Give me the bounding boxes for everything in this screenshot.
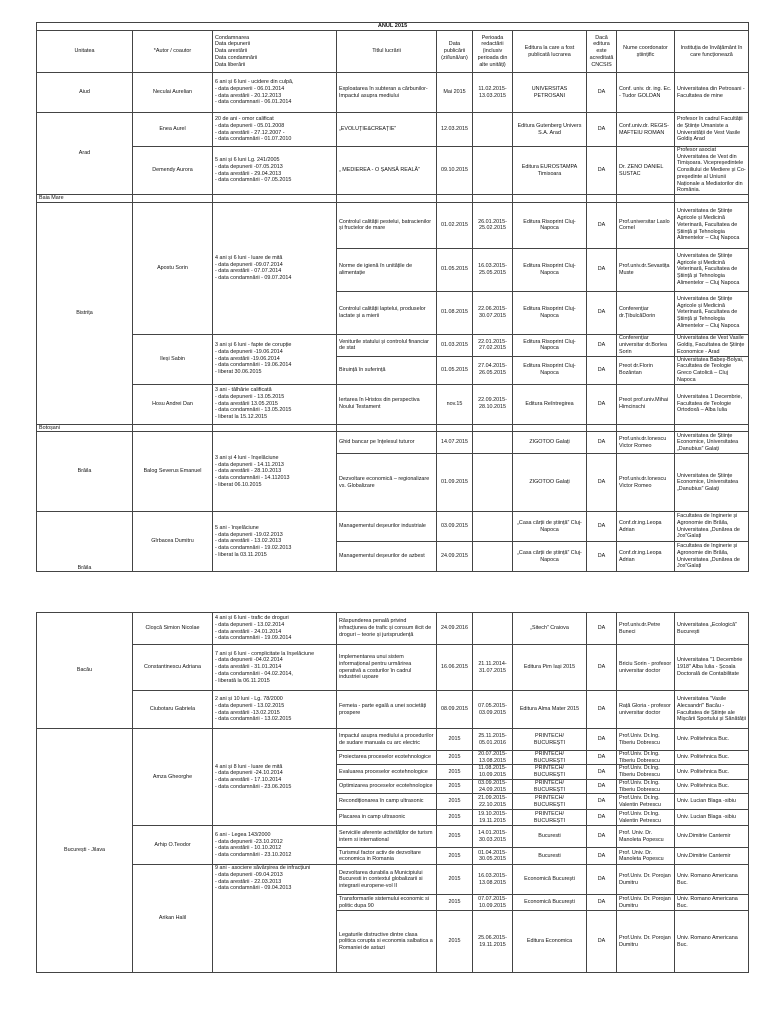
publisher-cell: Editura Pim Iași 2015 (513, 645, 587, 691)
unit-cell: Aiud (37, 73, 133, 113)
accredited-cell: DA (587, 334, 617, 356)
period-cell: 27.04.2015- 26.05.2015 (473, 356, 513, 384)
coordinator-cell: Prof.universitar Laslo Cornel (617, 202, 675, 248)
institution-cell: Univ.Dimitrie Cantemir (675, 826, 749, 848)
header-condamnarea: Condamnarea Data depunerii Data arestării Data condamnării Data liberării (213, 31, 337, 73)
author-cell: Demendy Aurora (133, 147, 213, 195)
accredited-cell: DA (587, 248, 617, 291)
header-data-publicarii: Data publicării (zi/lună/an) (437, 31, 473, 73)
accredited-cell: DA (587, 147, 617, 195)
coordinator-cell: Briciu Sorin - profesor universitar doctor (617, 645, 675, 691)
institution-cell: Universitatea de Științe Agricole și Medicină Veterinară, Facultatea de Știință și Tehnologia Alimentelor – Cluj Napoca (675, 202, 749, 248)
accredited-cell: DA (587, 751, 617, 765)
institution-cell: Facultatea de Inginerie și Agronomie din Brăila, Universitatea „Dunărea de Jos”Galați (675, 542, 749, 572)
period-cell: 22.09.2015- 28.10.2015 (473, 384, 513, 424)
accredited-cell: DA (587, 691, 617, 729)
date-cell: 16.06.2015 (437, 645, 473, 691)
date-cell: 2015 (437, 794, 473, 810)
date-cell: 2015 (437, 810, 473, 826)
coordinator-cell: Prof.univ.dr.Ionescu Victor Romeo (617, 454, 675, 512)
institution-cell: Universitatea "1 Decembrie 1918" Alba Iulia - Școala Doctorală de Contabilitate (675, 645, 749, 691)
period-cell: 21.09.2015- 22.10.2015 (473, 794, 513, 810)
date-cell: 08.09.2015 (437, 691, 473, 729)
accredited-cell: DA (587, 512, 617, 542)
publisher-cell: PRINTECH/ BUCUREȘTI (513, 779, 587, 793)
coordinator-cell: Prof.Univ. Dr. Porojan Dumitru (617, 895, 675, 911)
conviction-cell: 5 ani și 6 luni Lg. 241/2005 - data depunerii -07.05.2013 - data arestării - 29.04.2013 - data condamnării - 07.05.2015 (213, 147, 337, 195)
title-cell: Managementul deșeurilor industriale (337, 512, 437, 542)
institution-cell: Universitatea "Vasile Alecsandri" Bacău - Facultatea de Științe ale Mișcării Sportului și Sănătății (675, 691, 749, 729)
author-cell: Amza Gheorghe (133, 729, 213, 826)
publisher-cell: Bucuresti (513, 826, 587, 848)
table-row (37, 202, 749, 248)
institution-cell: Univ. Romano Americana Buc. (675, 911, 749, 973)
accredited-cell: DA (587, 356, 617, 384)
unit-cell: Arad (37, 113, 133, 195)
accredited-cell: DA (587, 454, 617, 512)
table-row (37, 432, 749, 454)
date-cell: 01.02.2015 (437, 202, 473, 248)
author-cell: Ileși Sabin (133, 334, 213, 384)
conviction-cell: 3 ani și 4 luni - înșelăciune - data depunerii - 14.11.2013 - data arestării - 28.10.2013 - data condamnării - 14.112013 - liberat 06.10.2015 (213, 432, 337, 512)
accredited-cell: DA (587, 848, 617, 865)
date-cell: 2015 (437, 751, 473, 765)
institution-cell: Universitatea „Ecologică” București (675, 613, 749, 645)
conviction-cell: 20 de ani - omor calificat - data depunerii - 05.01.2008 - data arestării - 27.12.2007 - - data condamnării - 01.07.2010 (213, 113, 337, 147)
institution-cell: Universitatea de Științe Economice, Universitatea „Danubius” Galați (675, 454, 749, 512)
accredited-cell: DA (587, 645, 617, 691)
title-cell: „ MEDIEREA - O ȘANSĂ REALĂ” (337, 147, 437, 195)
publisher-cell: PRINTECH/ BUCUREȘTI (513, 751, 587, 765)
unit-cell: Brăila (37, 432, 133, 512)
title-cell: Optimizarea proceselor ecotehnologice (337, 779, 437, 793)
conviction-cell: 6 ani și 6 luni - ucidere din culpă, - data depunerii - 06.01.2014 - data arestării - 20.12.2013 - data condamnarii - 06.01.2014 (213, 73, 337, 113)
author-cell: Cloșcă Simion Nicolae (133, 613, 213, 645)
table-row (37, 195, 749, 203)
table-row (37, 113, 749, 147)
title-cell: Dezvoltarea durabila a Municipiului Bucuresti in contextul globalizarii si integrarii europene-vol II (337, 865, 437, 895)
period-cell (473, 113, 513, 147)
author-cell: Arikan Halil (133, 865, 213, 973)
accredited-cell: DA (587, 729, 617, 751)
unit-cell: Bacău (37, 613, 133, 729)
date-cell: 24.09.2016 (437, 613, 473, 645)
coordinator-cell: Conf. univ. dr. ing. Ec. - Tudor GOLDAN (617, 73, 675, 113)
title-cell: Evaluarea proceselor ecotehnologice (337, 765, 437, 779)
author-cell: Apostu Sorin (133, 202, 213, 334)
institution-cell: Univ. Romano Americana Buc. (675, 865, 749, 895)
institution-cell: Universitatea 1 Decembrie, Facultatea de Teologie Ortodoxă – Alba Iulia (675, 384, 749, 424)
table-row (37, 334, 749, 356)
period-cell: 14.01.2015- 30.03.2015 (473, 826, 513, 848)
title-cell: Turismul factor activ de dezvoltare economica in Romania (337, 848, 437, 865)
coordinator-cell: Prof.univ.dr.Ionescu Victor Romeo (617, 432, 675, 454)
coordinator-cell: Prof. Univ. Dr. Manoleta Popescu (617, 826, 675, 848)
publisher-cell: UNIVERSITAS PETROSANI (513, 73, 587, 113)
table-row (37, 691, 749, 729)
accredited-cell: DA (587, 794, 617, 810)
author-cell: Constantinescu Adriana (133, 645, 213, 691)
title-cell: Iertarea în Hristos din perspectiva Noului Testament (337, 384, 437, 424)
institution-cell: Universitatea de Științe Economice, Universitatea „Danubius” Galați (675, 432, 749, 454)
coordinator-cell: Prof.Univ. Dr.Ing. Tiberiu Dobrescu (617, 751, 675, 765)
date-cell: 01.09.2015 (437, 454, 473, 512)
title-cell: Impactul asupra mediului a procedurilor de sudare manuala cu arc electric (337, 729, 437, 751)
publisher-cell: PRINTECH/ BUCUREȘTI (513, 729, 587, 751)
coordinator-cell: Prof.univ.dr.Sevastița Muste (617, 248, 675, 291)
document-page-2 (36, 612, 748, 1024)
date-cell: 01.05.2015 (437, 356, 473, 384)
publisher-cell: ZIGOTOO Galați (513, 432, 587, 454)
table-row (37, 729, 749, 751)
table-row (37, 865, 749, 895)
coordinator-cell: Preot dr.Florin Bozântan (617, 356, 675, 384)
author-cell: Enea Aurel (133, 113, 213, 147)
coordinator-cell: Prof.Univ. Dr.Ing. Valentin Petrescu (617, 810, 675, 826)
period-cell: 21.11.2014- 31.07.2015 (473, 645, 513, 691)
publisher-cell: Bucuresti (513, 848, 587, 865)
title-cell: Recondiționarea în camp ultrasonic (337, 794, 437, 810)
period-cell: 16.03.2015- 25.05.2015 (473, 248, 513, 291)
publisher-cell: PRINTECH/ BUCUREȘTI (513, 810, 587, 826)
institution-cell: Univ. Romano Americana Buc. (675, 895, 749, 911)
publisher-cell: Editura Risoprint Cluj-Napoca (513, 334, 587, 356)
coordinator-cell: Conferențiar dr.ȚibulcăDorin (617, 291, 675, 334)
header-titlu: Titlul lucrării (337, 31, 437, 73)
publisher-cell: Editura Gutenberg Univers S.A. Arad (513, 113, 587, 147)
author-cell: Balog Severus Emanuel (133, 432, 213, 512)
period-cell (473, 147, 513, 195)
coordinator-cell: Prof.Univ. Dr.Ing. Tiberiu Dobrescu (617, 779, 675, 793)
conviction-cell: 2 ani și 10 luni - Lg. 78/2000 - data depunerii - 13.02.2015 - data arestării -13.02.2015 - data condamnării - 13.02.2015 (213, 691, 337, 729)
year-title: ANUL 2015 (37, 23, 749, 31)
header-perioada: Perioada redactării (inclusiv perioada din alte unități) (473, 31, 513, 73)
author-cell: Neculai Aurelian (133, 73, 213, 113)
institution-cell: Universitatea de Științe Agricole și Medicină Veterinară, Facultatea de Știință și Tehnologia Alimentelor – Cluj Napoca (675, 248, 749, 291)
publisher-cell: Editura Risoprint Cluj-Napoca (513, 356, 587, 384)
accredited-cell: DA (587, 779, 617, 793)
header-coordonator: Nume coordonator științific (617, 31, 675, 73)
header-unitatea: Unitatea (37, 31, 133, 73)
period-cell: 01.04.2015- 30.05.2015 (473, 848, 513, 865)
period-cell (473, 542, 513, 572)
year-banner-row (37, 23, 749, 31)
institution-cell: Facultatea de Inginerie și Agronomie din Brăila, Universitatea „Dunărea de Jos”Galați (675, 512, 749, 542)
accredited-cell: DA (587, 613, 617, 645)
publisher-cell: Editura Alma Mater 2015 (513, 691, 587, 729)
conviction-cell: 3 ani - tâlhărie calificată - data depunerii - 13.05.2015 - data arestării 13.05.2015 - data condamnării - 13.05.2015 - liberat la 15.12.2015 (213, 384, 337, 424)
title-cell: Controlul calității pestelui, batracienilor și fructelor de mare (337, 202, 437, 248)
date-cell: 14.07.2015 (437, 432, 473, 454)
title-cell: Proiectarea proceselor ecotehnologice (337, 751, 437, 765)
table-row (37, 424, 749, 432)
institution-cell: Univ. Lucian Blaga -sibiu (675, 810, 749, 826)
unit-cell: Bistrița (37, 202, 133, 424)
publisher-cell: Editura Economica (513, 911, 587, 973)
table-row (37, 147, 749, 195)
publications-table-2015-continued (36, 612, 749, 973)
unit-cell: Brăila (37, 512, 133, 572)
institution-cell: Univ. Politehnica Buc. (675, 729, 749, 751)
conviction-cell: 7 ani și 6 luni - complicitate la înșelăciune - data depunerii -04.02.2014 - data arestării - 31.01.2014 - data condamnării - 04.02.2014, - liberată la 06.11.2015 (213, 645, 337, 691)
date-cell: 2015 (437, 779, 473, 793)
accredited-cell: DA (587, 291, 617, 334)
period-cell (473, 454, 513, 512)
date-cell: 01.05.2015 (437, 248, 473, 291)
author-cell: Ciubotaru Gabriela (133, 691, 213, 729)
period-cell: 20.07.2015- 13.08.2015 (473, 751, 513, 765)
publisher-cell: „Casa cărții de știință” Cluj-Napoca (513, 542, 587, 572)
institution-cell: Profesor în cadrul Facultății de Științe Umaniste a Universității de Vest Vasile Goldiș Arad (675, 113, 749, 147)
institution-cell: Universitatea Babeș-Bolyai, Facultatea de Teologie Greco Catolică – Cluj Napoca (675, 356, 749, 384)
coordinator-cell: Conf.dr.ing.Leopa Adrian (617, 512, 675, 542)
date-cell: 09.10.2015 (437, 147, 473, 195)
accredited-cell: DA (587, 765, 617, 779)
title-cell: Norme de igienă în unitățile de alimentație (337, 248, 437, 291)
date-cell: 2015 (437, 765, 473, 779)
unit-cell: București - Jilava (37, 729, 133, 973)
table-header-row (37, 31, 749, 73)
period-cell: 07.05.2015- 03.09.2015 (473, 691, 513, 729)
institution-cell: Univ. Politehnica Buc. (675, 765, 749, 779)
conviction-cell: 4 ani și 6 luni - luare de mită - data depunerii -09.07.2014 - data arestării - 07.07.2014 - data condamnării - 09.07.2014 (213, 202, 337, 334)
document-page-1 (36, 22, 748, 571)
accredited-cell: DA (587, 113, 617, 147)
period-cell: 11.08.2015- 10.09.2015 (473, 765, 513, 779)
period-cell: 22.01.2015- 27.02.2015 (473, 334, 513, 356)
publisher-cell: Editura EUROSTAMPA Timisoara (513, 147, 587, 195)
coordinator-cell: Prof.Univ. Dr.Ing. Valentin Petrescu (617, 794, 675, 810)
date-cell: 2015 (437, 911, 473, 973)
author-cell: Gîrbacea Dumitru (133, 512, 213, 572)
date-cell: 2015 (437, 826, 473, 848)
coordinator-cell: Dr. ZENO DANIEL SUSTAC (617, 147, 675, 195)
table-row (37, 384, 749, 424)
accredited-cell: DA (587, 810, 617, 826)
table-row (37, 613, 749, 645)
header-autor: *Autor / coautor (133, 31, 213, 73)
date-cell: 01.03.2015 (437, 334, 473, 356)
conviction-cell: 9 ani - asociere săvârșirea de infracțiuni - data depunerii -09.04.2013 - data arestării - 22.03.2013 - data condamnării - 09.04.2013 (213, 865, 337, 973)
title-cell: Exploatarea în subteran a cărbunilor-Impactul asupra mediului (337, 73, 437, 113)
coordinator-cell: Prof.Univ. Dr.Ing. Tiberiu Dobrescu (617, 765, 675, 779)
title-cell: Răspunderea penală privind infracțiunea de trafic și consum ilicit de droguri – teorie și jurisprudență (337, 613, 437, 645)
accredited-cell: DA (587, 542, 617, 572)
period-cell: 25.06.2015- 19.11.2015 (473, 911, 513, 973)
coordinator-cell: Conferențiar universitar dr.Borlea Sorin (617, 334, 675, 356)
header-institutia: Instituția de învățământ în care funcționează (675, 31, 749, 73)
institution-cell: Universitatea de Vest Vasile Goldiș, Facultatea de Științe Economice - Arad (675, 334, 749, 356)
date-cell: nov.15 (437, 384, 473, 424)
title-cell: Placarea in camp ultrasonic (337, 810, 437, 826)
institution-cell: Univ.Dimitrie Cantemir (675, 848, 749, 865)
title-cell: Managementul deșeurilor de azbest (337, 542, 437, 572)
period-cell: 25.11.2015- 05.01.2016 (473, 729, 513, 751)
institution-cell: Universitatea din Petrosani - Facultatea de mine (675, 73, 749, 113)
period-cell: 22.06.2015- 30.07.2015 (473, 291, 513, 334)
title-cell: „EVOLUȚIE&CREAȚIE” (337, 113, 437, 147)
accredited-cell: DA (587, 432, 617, 454)
period-cell (473, 432, 513, 454)
period-cell (473, 512, 513, 542)
period-cell: 19.10.2015- 19.11.2015 (473, 810, 513, 826)
accredited-cell: DA (587, 384, 617, 424)
publisher-cell: „Casa cărții de știință” Cluj-Napoca (513, 512, 587, 542)
date-cell: 2015 (437, 865, 473, 895)
accredited-cell: DA (587, 895, 617, 911)
institution-cell: Univ. Lucian Blaga -sibiu (675, 794, 749, 810)
period-cell: 11.02.2015- 13.03.2015 (473, 73, 513, 113)
publisher-cell: Economică București (513, 865, 587, 895)
date-cell: 2015 (437, 729, 473, 751)
title-cell: Implementarea unui sistem informațional pentru urmărirea operativă a costurilor în cadrul industriei ușoare (337, 645, 437, 691)
author-cell: Arhip O.Teodor (133, 826, 213, 865)
coordinator-cell: Prof.Univ. Dr. Porojan Dumitru (617, 911, 675, 973)
coordinator-cell: Prof.Univ. Dr.Ing. Tiberiu Dobrescu (617, 729, 675, 751)
title-cell: Transformarile sistemului economic si politic dupa 90 (337, 895, 437, 911)
accredited-cell: DA (587, 865, 617, 895)
period-cell: 07.07.2015- 10.09.2015 (473, 895, 513, 911)
conviction-cell: 5 ani - înșelăciune - data depunerii -19.02.2013 - data arestării - 13.02.2013 - data condamnării - 19.02.2013 - liberat la 03.11.2015 (213, 512, 337, 572)
accredited-cell: DA (587, 826, 617, 848)
title-cell: Veniturile statului și controlul financiar de stat (337, 334, 437, 356)
title-cell: Controlul calității laptelui, produselor lactate și a mierii (337, 291, 437, 334)
publisher-cell: PRINTECH/ BUCUREȘTI (513, 794, 587, 810)
publisher-cell: Editura Risoprint Cluj-Napoca (513, 291, 587, 334)
coordinator-cell: Preot prof.univ.Mihai Himcinschi (617, 384, 675, 424)
title-cell: Serviciile aferente activităților de turism intern si international (337, 826, 437, 848)
period-cell (473, 613, 513, 645)
publisher-cell: „Sitech” Craiova (513, 613, 587, 645)
coordinator-cell: Rață Gloria - profesor universitar doctor (617, 691, 675, 729)
period-cell: 26.01.2015- 25.02.2015 (473, 202, 513, 248)
title-cell: Ghid bancar pe înțelesul tuturor (337, 432, 437, 454)
unit-cell: Baia Mare (37, 195, 133, 203)
conviction-cell: 6 ani - Legea 143/2000 - data depunerii -23.10.2012 - data arestării - 10.10.2012 - data condamnării - 23.10.2012 (213, 826, 337, 865)
unit-cell: Botoșani (37, 424, 133, 432)
header-editura: Editura la care a fost publicată lucrarea (513, 31, 587, 73)
publisher-cell: Editura Reîntregirea (513, 384, 587, 424)
publications-table-2015 (36, 22, 749, 572)
institution-cell: Univ. Politehnica Buc. (675, 751, 749, 765)
coordinator-cell: Prof.Univ. Dr. Porojan Dumitru (617, 865, 675, 895)
institution-cell: Univ. Politehnica Buc. (675, 779, 749, 793)
date-cell: 2015 (437, 895, 473, 911)
accredited-cell: DA (587, 202, 617, 248)
publisher-cell: ZIGOTOO Galați (513, 454, 587, 512)
accredited-cell: DA (587, 911, 617, 973)
date-cell: Mai 2015 (437, 73, 473, 113)
institution-cell: Universitatea de Științe Agricole și Medicină Veterinară, Facultatea de Știință și Tehnologia Alimentelor – Cluj Napoca (675, 291, 749, 334)
coordinator-cell: Conf.dr.ing.Leopa Adrian (617, 542, 675, 572)
publisher-cell: PRINTECH/ BUCUREȘTI (513, 765, 587, 779)
date-cell: 01.08.2015 (437, 291, 473, 334)
coordinator-cell: Prof.univ.dr.Petre Buneci (617, 613, 675, 645)
title-cell: Legaturile distructive dintre clasa politica corupta si economia salbatica a Romaniei de astazi (337, 911, 437, 973)
conviction-cell: 3 ani și 6 luni - fapte de corupție - data depunerii -19.06.2014 - data arestării -19.06.2014 - data condamnării - 19.06.2014 - liberat 30.06.2015 (213, 334, 337, 384)
period-cell: 16.03.2015- 13.08.2015 (473, 865, 513, 895)
table-row (37, 826, 749, 848)
title-cell: Biruință în suferință (337, 356, 437, 384)
accredited-cell: DA (587, 73, 617, 113)
conviction-cell: 4 ani și 8 luni - luare de mită - data depunerii -24.10.2014 - data arestării - 17.10.2014 - data condamnării - 23.06.2015 (213, 729, 337, 826)
table-row (37, 645, 749, 691)
date-cell: 03.09.2015 (437, 512, 473, 542)
publisher-cell: Economică București (513, 895, 587, 911)
coordinator-cell: Conf.univ.dr. REGIS-MAFTEIU ROMAN (617, 113, 675, 147)
date-cell: 12.03.2015 (437, 113, 473, 147)
date-cell: 24.09.2015 (437, 542, 473, 572)
period-cell: 03.09.2015- 24.09.2015 (473, 779, 513, 793)
author-cell: Hosu Andrei Dan (133, 384, 213, 424)
title-cell: Femeia - parte egală a unei societăți prospere (337, 691, 437, 729)
coordinator-cell: Prof. Univ. Dr. Manoleta Popescu (617, 848, 675, 865)
publisher-cell: Editura Risoprint Cluj-Napoca (513, 202, 587, 248)
title-cell: Dezvoltare economică – regionalizare vs. Globalizare (337, 454, 437, 512)
table-row (37, 512, 749, 542)
table-row (37, 73, 749, 113)
publisher-cell: Editura Risoprint Cluj-Napoca (513, 248, 587, 291)
header-acreditata: Dacă editura este acreditată CNCSIS (587, 31, 617, 73)
date-cell: 2015 (437, 848, 473, 865)
conviction-cell: 4 ani și 6 luni - trafic de droguri - data depunerii - 13.02.2014 - data arestării - 24.01.2014 - data condamnării - 19.09.2014 (213, 613, 337, 645)
institution-cell: Profesor asociat Universitatea de Vest din Timișoara. Vicepreședintele Consiliului de Mediere și Co-președinte al Uniunii Naționale a Mediatorilor din România. (675, 147, 749, 195)
